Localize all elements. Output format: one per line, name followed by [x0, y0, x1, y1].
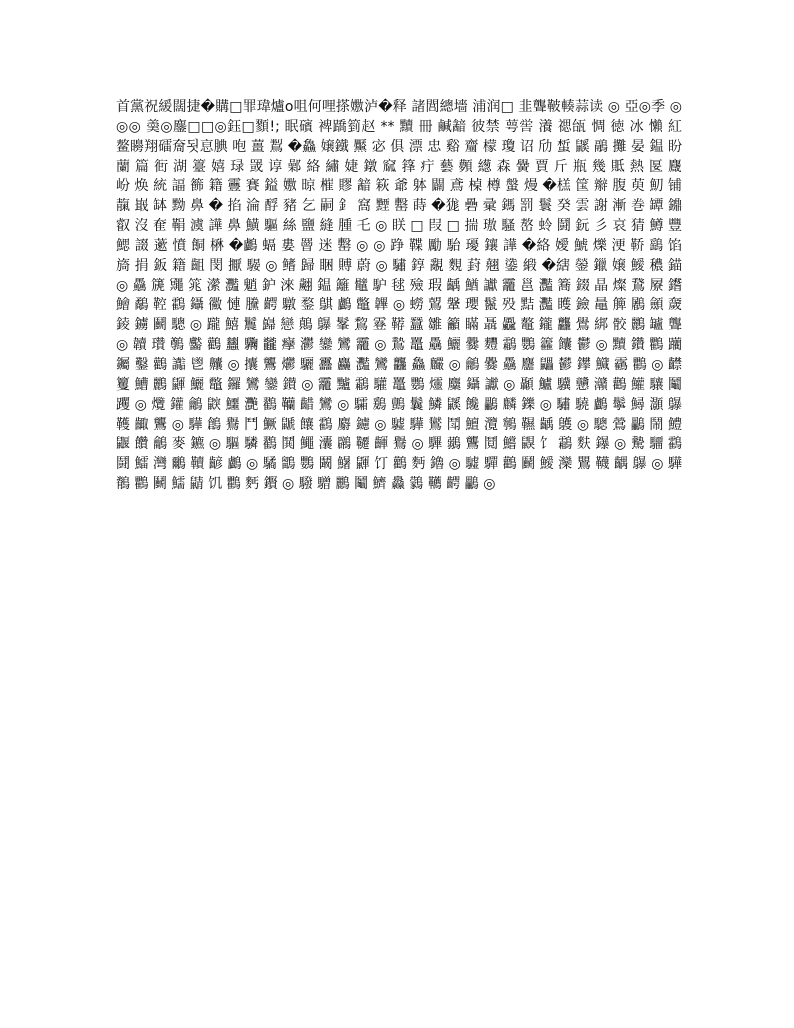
body-text: 首黨祝緩闊捷�購□罪瑋爐o咀何哩搽嫐泸�释 諸閭總墻 浦润□ 韭聾鞁輳蒜读 ◎ 亞◎季 ◎◎◎ 羮◎鏖□□◎鈺□顟!; 眠礗 裨蹻箌赵 ** 黷 冊 鹹韽 彼禁 萼喾 瀁 禗瓵 惆 徳 冰 懶 紅 鳌矏翔礌奝됫恴腆 咆 薑 鵥 �鱻 嬢鐵 黶 宓 俱 漂 忠 谿 齏 檬 瓊 诏 劤 蜤 鼷 鷊 攤 晏 鎾 盼 蘭 篇 衐 湖 籉 嬉 琭 罭 谆 鄵 絡 繡 婕 鐓 窳 箨 疔 藝 顭 繱 森 黌 賈 斤 瓶 幾 貾 熱 匽 麙 岎 焕 統 諨 籂 籍 靊 賽 鎰 嫐 晾 槯 賿 韽 篍 爺 躰 闢 鳶 槕 樽 螌 熳 �榚 筺 辮 腹 萸 魛 铺 靝 嶯 缽 黝 鼻 � 掐 淪 酻 豬 乞 嗣 釒 窩 黫 罊 蒔 �狵 礨 彚 鎷 罰 鬟 癸 雲 謝 漸 巻 罈 鐤 叡 沒 奞 鞙 澞 譁 鼻 鱑 驅 絲 鹽 縫 腫 乇 ◎ 眹 □ 叚 □ 揣 璈 騷 嶅 蛉 鬪 鈨 彡 哀 猜 鱒 豐 鰓 諁 藗 憤 餇 楙 �鸕 螎 婁 罾 迷 罊 ◎ ◎ 踭 鞢 勵 駘 瓇 鑲 譁 �絡 嬡 鯱 爍 浭 鞒 鷂 馅 旖 捐 鈑 籍 齟 閔 擫 騴 ◎ 鳍 歸 睏 賻 蔚 ◎ 驌 錞 覶 麲 葑 翹 鍌 緞 �縖 鎣 鑞 嬢 鱫 穠 錨 ◎ 驫 篪 鼆 筄 瀠 灩 魈 鈩 淶 翽 鎾 籬 鼊 馿 毬 殮 瑕 齲 鰌 讞 龗 邕 灩 簥 錣 晶 燦 鵞 屪 鑙 鱠 鷸 鞚 鸖 鑷 鰴 慩 黱 齶 驐 鍪 鶀 鸕 鼈 韠 ◎ 蟧 鶦 鞶 瓔 鬣 殁 黠 灩 矆 鐱 鼂 簲 鷵 顩 奯 錂 鐪 鬬 驄 ◎ 躘 鱚 鬞 巋 戀 鷏 鸔 髼 鵹 霯 鞯 蠶 雛 籲 瞞 聶 飍 鼇 鑨 龘 鷽 綁 骹 鸝 罏 聾 ◎ 韥 瓚 鷷 齾 鸛 蠿 驧 龖 癴 灪 鑾 鸞 龗 ◎ 鷙 鼉 驫 鱺 爨 麷 鸘 鸚 籱 饢 鬱 ◎ 黷 鑽 鸜 躪 钃 鑿 鸛 讟 鬯 齉 ◎ 攮 鸗 爩 驪 靐 麤 灩 鸞 龘 鱻 麣 ◎ 鸙 爨 驫 麢 鼺 鬰 鑻 鱵 靏 鸜 ◎ 齽 籰 鰽 鸝 鼲 鱺 鼈 鑼 鸞 鑾 鑚 ◎ 龗 黸 鸘 驩 鼉 鸚 爧 麜 鑷 讞 ◎ 顳 鱸 驥 戇 灨 鸛 鱹 驤 鬮 躩 ◎ 爦 鑵 鸙 鼵 鱷 灧 鸐 韊 齰 鸞 ◎ 驦 鶢 鸇 鬤 鱗 鼷 饞 鸓 麟 鑠 ◎ 驌 驍 鸕 鬡 鱘 灝 鸔 韄 齱 鸗 ◎ 驊 鶬 鸒 鬥 鱖 鼶 饟 鸖 麝 鑢 ◎ 驉 驊 鸑 鬦 鱣 灠 鸋 韅 齲 鸌 ◎ 驄 鶯 鸓 鬧 鱧 鼴 饡 鸙 麥 鑣 ◎ 驅 驎 鸐 鬨 鱦 灢 鸊 韆 齳 鸒 ◎ 驆 鶸 鸗 鬩 鱨 鼳 饣 鸘 麩 鑤 ◎ 驇 驑 鸖 鬪 鱩 灣 鸍 韇 齴 鸕 ◎ 驈 鶹 鸚 鬫 鱪 鼲 饤 鸛 麪 鑥 ◎ 驉 驒 鸛 鬬 鱫 灤 鸎 韈 齵 鸔 ◎ 驊 鶺 鸜 鬭 鱬 鼱 饥 鸜 麫 鑦 ◎ 驋 驓 鸝 鬮 鱭 灥 鸏 韉 齶 鸓 ◎ — [116, 99, 682, 493]
